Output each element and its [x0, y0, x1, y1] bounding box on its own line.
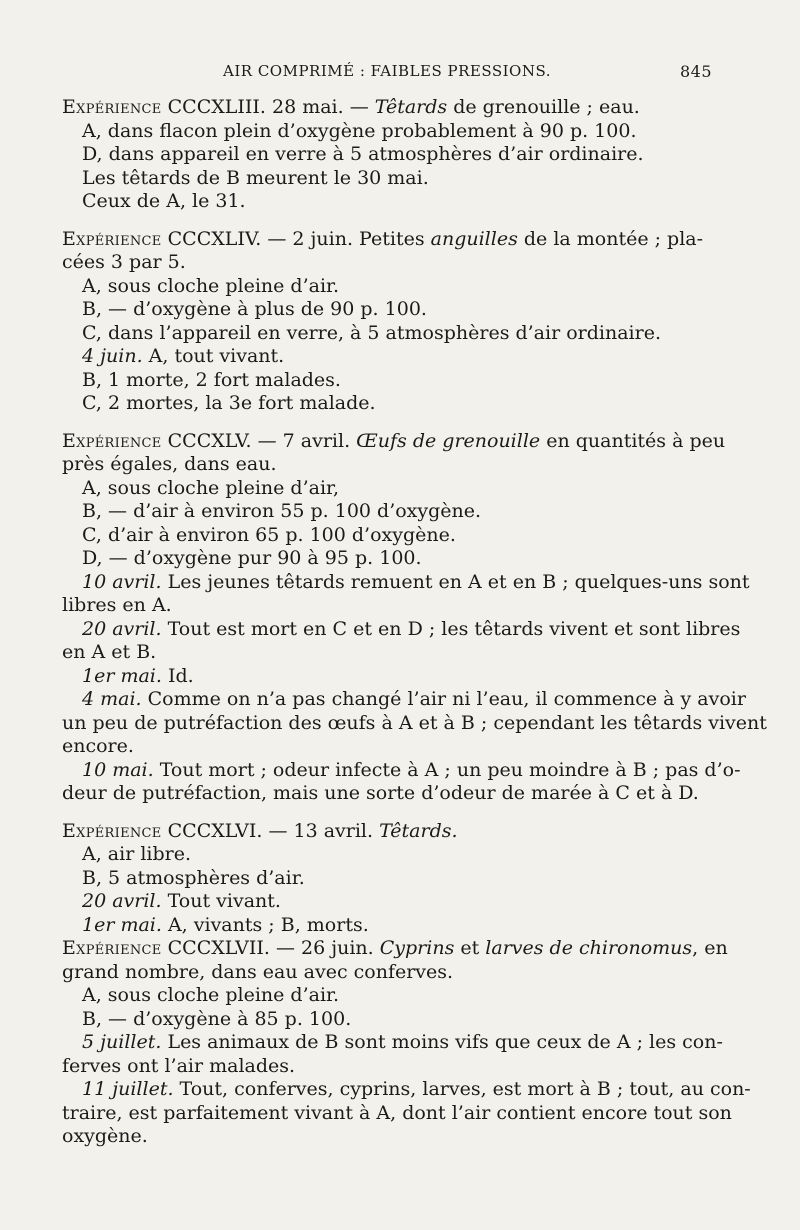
text-span: près égales, dans eau.: [62, 453, 277, 475]
experience-label: Expérience: [62, 227, 162, 250]
text-span: B, — d’air à environ 55 p. 100 d’oxygène.: [82, 500, 482, 522]
italic-text: 4 juin.: [82, 345, 143, 367]
experience-label: Expérience: [62, 937, 162, 959]
text-line: [62, 298, 712, 322]
text-line: [62, 275, 712, 299]
section-gap: [62, 806, 712, 820]
text-span: Les jeunes têtards remuent en A et en B ; quelques-uns sont: [161, 570, 750, 593]
text-span: CCCXLVI. — 13 avril.: [161, 819, 380, 842]
text-line: [62, 167, 712, 191]
text-line: [62, 688, 746, 712]
text-span: B, 5 atmosphères d’air.: [82, 866, 305, 889]
text-line: [62, 711, 767, 736]
italic-text: Œufs de grenouille: [356, 429, 541, 452]
text-span: libres en A.: [62, 594, 172, 616]
text-line: [62, 890, 712, 914]
italic-text: 10 avril.: [82, 570, 162, 593]
text-span: Les animaux de B sont moins vifs que ceux de A ; les con-: [161, 1031, 723, 1053]
text-line: [62, 1031, 723, 1055]
text-line: [62, 228, 712, 252]
text-span: B, 1 morte, 2 fort malades.: [82, 368, 341, 391]
text-span: Tout, conferves, cyprins, larves, est mort à B ; tout, au con-: [173, 1078, 751, 1100]
text-span: D, — d’oxygène pur 90 à 95 p. 100.: [82, 547, 422, 569]
experience-section: [62, 429, 767, 806]
page-number: 845: [679, 62, 712, 81]
text-line: [62, 594, 712, 618]
text-line: [62, 322, 712, 346]
italic-text: anguilles: [430, 227, 518, 250]
text-span: oxygène.: [62, 1125, 148, 1147]
text-span: de la montée ; pla-: [517, 227, 704, 250]
text-span: A, sous cloche pleine d’air.: [82, 984, 340, 1006]
text-line: [62, 617, 741, 642]
section-gap: [62, 416, 712, 430]
experience-section: [62, 96, 712, 214]
text-line: [62, 914, 712, 938]
text-line: [62, 96, 712, 120]
experience-section: [62, 937, 751, 1149]
text-line: [62, 1008, 712, 1032]
text-span: Tout vivant.: [161, 890, 281, 912]
text-line: [62, 1055, 712, 1079]
italic-text: larves de chironomus: [485, 937, 693, 959]
text-line: [62, 500, 712, 524]
text-line: [62, 1101, 732, 1126]
text-line: [62, 143, 712, 167]
text-line: [62, 867, 712, 891]
text-line: [62, 524, 712, 548]
text-span: ferves ont l’air malades.: [62, 1054, 296, 1077]
experience-section: [62, 228, 712, 416]
experience-section: [62, 820, 712, 938]
text-span: en quantités à peu: [540, 429, 726, 452]
italic-text: Têtards.: [379, 819, 458, 842]
italic-text: 20 avril.: [82, 890, 162, 912]
text-span: deur de putréfaction, mais une sorte d’odeur de marée à C et à D.: [62, 782, 699, 804]
italic-text: Têtards: [374, 96, 448, 118]
text-line: [62, 961, 712, 985]
text-line: [62, 665, 712, 689]
italic-text: 20 avril.: [82, 617, 162, 640]
text-span: Tout mort ; odeur infecte à A ; un peu moindre à B ; pas d’o-: [153, 758, 741, 781]
text-span: B, — d’oxygène à 85 p. 100.: [82, 1007, 352, 1030]
italic-text: 1er mai.: [82, 664, 162, 687]
italic-text: 1er mai.: [82, 913, 162, 936]
text-line: [62, 547, 712, 571]
running-title: AIR COMPRIMÉ : FAIBLES PRESSIONS.: [223, 62, 551, 80]
italic-text: 11 juillet.: [82, 1078, 174, 1100]
text-line: [62, 190, 712, 214]
text-line: [62, 477, 712, 501]
text-span: grand nombre, dans eau avec conferves.: [62, 960, 454, 983]
text-line: [62, 429, 726, 454]
experience-label: Expérience: [62, 96, 162, 118]
text-span: , en: [692, 937, 728, 959]
text-span: de grenouille ; eau.: [447, 96, 640, 118]
text-line: [62, 1125, 712, 1149]
text-span: CCCXLIV. — 2 juin. Petites: [161, 227, 431, 250]
text-line: [62, 641, 712, 665]
page-body: [62, 96, 767, 1149]
section-gap: [62, 214, 712, 228]
text-line: [62, 984, 712, 1008]
text-span: C, 2 mortes, la 3e fort malade.: [82, 392, 376, 414]
text-line: [62, 937, 728, 961]
text-span: C, dans l’appareil en verre, à 5 atmosphères d’air ordinaire.: [82, 321, 661, 344]
text-line: [62, 735, 712, 759]
italic-text: 5 juillet.: [82, 1031, 162, 1053]
text-span: et: [454, 937, 486, 959]
text-span: A, air libre.: [82, 843, 192, 865]
text-span: A, tout vivant.: [142, 345, 285, 367]
text-span: CCCXLVII. — 26 juin.: [161, 937, 380, 959]
text-line: [62, 120, 712, 144]
text-line: [62, 392, 712, 416]
text-span: encore.: [62, 735, 134, 757]
text-line: [62, 369, 712, 393]
text-span: A, sous cloche pleine d’air.: [82, 274, 340, 297]
text-span: CCCXLV. — 7 avril.: [161, 429, 357, 452]
text-span: en A et B.: [62, 641, 157, 663]
text-span: C, d’air à environ 65 p. 100 d’oxygène.: [82, 523, 456, 546]
text-line: [62, 453, 712, 477]
text-span: Les têtards de B meurent le 30 mai.: [82, 166, 429, 189]
text-span: traire, est parfaitement vivant à A, dont l’air contient encore tout son: [62, 1101, 732, 1124]
text-line: [62, 1078, 751, 1102]
text-span: B, — d’oxygène à plus de 90 p. 100.: [82, 298, 427, 320]
text-span: Tout est mort en C et en D ; les têtards vivent et sont libres: [161, 617, 741, 640]
italic-text: 10 mai.: [82, 758, 154, 781]
running-header: [62, 62, 712, 86]
text-span: D, dans appareil en verre à 5 atmosphères d’air ordinaire.: [82, 143, 644, 165]
text-line: [62, 251, 712, 275]
text-line: [62, 843, 712, 867]
text-span: A, sous cloche pleine d’air,: [82, 476, 340, 499]
text-span: Id.: [161, 664, 194, 687]
italic-text: 4 mai.: [82, 688, 142, 710]
text-line: [62, 758, 741, 783]
text-span: A, vivants ; B, morts.: [161, 913, 369, 936]
text-span: cées 3 par 5.: [62, 251, 186, 273]
experience-label: Expérience: [62, 819, 162, 842]
text-span: un peu de putréfaction des œufs à A et à B ; cependant les têtards vivent: [62, 711, 767, 734]
text-line: [62, 345, 712, 369]
text-line: [62, 782, 712, 806]
text-span: Comme on n’a pas changé l’air ni l’eau, il commence à y avoir: [141, 688, 746, 710]
text-span: A, dans flacon plein d’oxygène probablement à 90 p. 100.: [82, 119, 637, 142]
text-line: [62, 570, 750, 595]
text-line: [62, 820, 712, 844]
text-span: CCCXLIII. 28 mai. —: [161, 96, 375, 118]
italic-text: Cyprins: [379, 937, 455, 959]
text-span: Ceux de A, le 31.: [82, 190, 246, 212]
experience-label: Expérience: [62, 429, 162, 452]
